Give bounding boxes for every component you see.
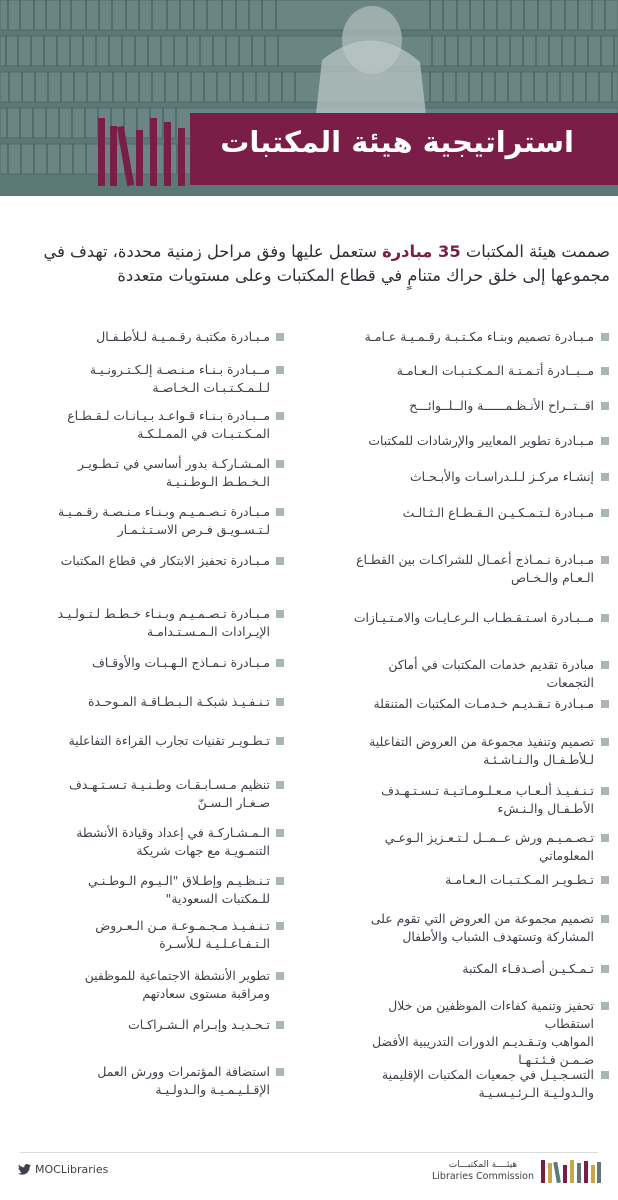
list-item: تـطـويـر المـكـتـبـات الـعـامـة: [324, 871, 594, 889]
square-bullet-icon: [276, 333, 284, 341]
list-item: مـبـادرة لـتـمـكـيـن الـقـطـاع الـثـالـث: [324, 504, 594, 522]
title-banner: [190, 113, 618, 185]
square-bullet-icon: [601, 367, 609, 375]
list-item: المـشـاركـة بدور أساسي في تـطـويـر الـخـطـط الـوطـنـيـة: [20, 455, 270, 491]
list-item: مــبــادرة أتـمـتـة الـمـكـتـبـات الـعـامـة: [324, 362, 594, 380]
page-title: استراتيجية هيئة المكتبات: [220, 125, 574, 159]
intro-text: ستعمل عليها وفق مراحل زمنية محددة، تهدف في: [43, 242, 383, 261]
square-bullet-icon: [601, 876, 609, 884]
list-item: مــبـادرة اسـتـقـطـاب الـرعـايـات والامـتـيـازات: [324, 609, 594, 627]
libraries-commission-logo-icon: [540, 1158, 602, 1184]
square-bullet-icon: [276, 698, 284, 706]
twitter-handle: MOCLibraries: [35, 1163, 109, 1176]
list-item: مـبـادرة تطوير المعايير والإرشادات للمكتبات: [324, 432, 594, 450]
square-bullet-icon: [276, 366, 284, 374]
list-item: تطوير الأنشطة الاجتماعية للموظفين ومراقبة مستوى سعادتهم: [20, 967, 270, 1003]
list-item: تـصـمـيـم ورش عــمــل لـتـعـزيز الـوعـي المعلوماتي: [324, 829, 594, 865]
square-bullet-icon: [601, 1071, 609, 1079]
list-item: مـبـادرة نـمـاذج أعمـال للشراكـات بين القطـاع الـعـام والـخـاص: [324, 551, 594, 587]
list-item: مـبـادرة نـمـاذج الـهـبـات والأوقـاف: [20, 654, 270, 672]
square-bullet-icon: [276, 922, 284, 930]
list-item: استضافة المؤتمرات وورش العمل الإقـلـيـمـيـة والـدولـيـة: [20, 1063, 270, 1099]
intro-paragraph: [20, 240, 610, 288]
square-bullet-icon: [276, 829, 284, 837]
square-bullet-icon: [601, 787, 609, 795]
square-bullet-icon: [601, 556, 609, 564]
list-item: تـمـكـيـن أصـدقـاء المكتبة: [324, 960, 594, 978]
intro-line-1: [20, 240, 610, 264]
list-item: تصميم مجموعة من العروض التي تقوم على المشاركة وتستهدف الشباب والأطفال: [324, 910, 594, 946]
list-item: تـنـفـيـذ مـجـمـوعـة مـن الـعـروض الـتـفـاعـلـيـة لـلأسـرة: [20, 917, 270, 953]
square-bullet-icon: [276, 508, 284, 516]
square-bullet-icon: [601, 333, 609, 341]
list-item: مبادرة تقديم خدمات المكتبات في أماكن التجمعات: [324, 656, 594, 692]
square-bullet-icon: [276, 737, 284, 745]
footer-divider: [20, 1152, 598, 1153]
list-item: التسـجـيـل في جمعيات المكتبات الإقليمية والـدولـيـة الـرئـيـسـيـة: [324, 1066, 594, 1102]
list-item: تـحـديـد وإبـرام الـشـراكـات: [20, 1016, 270, 1034]
square-bullet-icon: [601, 661, 609, 669]
list-item: تنظيم مـسـابـقـات وطـنـيـة تـسـتـهـدف صـغـار الـسـنّ: [20, 776, 270, 812]
list-item: مـبـادرة تحفيز الابتكار في قطاع المكتبات: [20, 552, 270, 570]
square-bullet-icon: [601, 965, 609, 973]
list-item: الـمـشـاركـة في إعداد وقيادة الأنشطة التنمـويـة مع جهات شريكة: [20, 824, 270, 860]
initiatives-count: 35 مبادرة: [382, 242, 461, 261]
square-bullet-icon: [601, 473, 609, 481]
square-bullet-icon: [601, 915, 609, 923]
twitter-bird-icon: [18, 1164, 31, 1175]
list-item: إنشـاء مركـز لـلـدراسـات والأبـحـاث: [324, 468, 594, 486]
logo-bars-icon: [96, 116, 196, 188]
square-bullet-icon: [601, 614, 609, 622]
list-item: مـبـادرة تـصـمـيـم وبـنـاء مـنـصـة رقـمـيـة لـتـسـويـق فـرص الاسـتـثـمـار: [20, 503, 270, 539]
brand-wordmark: [432, 1159, 534, 1183]
intro-line-2: مجموعها إلى خلق حراك متنامٍ في قطاع المكتبات وعلى مستويات متعددة: [117, 266, 610, 285]
square-bullet-icon: [601, 509, 609, 517]
square-bullet-icon: [276, 972, 284, 980]
square-bullet-icon: [276, 610, 284, 618]
square-bullet-icon: [276, 781, 284, 789]
list-item: تـطـويـر تقنيات تجارب القراءة التفاعلية: [20, 732, 270, 750]
square-bullet-icon: [601, 834, 609, 842]
square-bullet-icon: [601, 700, 609, 708]
square-bullet-icon: [276, 1068, 284, 1076]
list-item: تحفيز وتنمية كفاءات الموظفين من خلال استقطاب المواهب وتـقـديـم الدورات التدريبية الأفضل ضـمـن فـئـتـهـا: [324, 997, 594, 1069]
list-item: تـنـظـيـم وإطـلاق "الـيـوم الـوطـنـي للـمكتبات السعودية": [20, 872, 270, 908]
brand-name-english: Libraries Commission: [431, 1171, 534, 1182]
square-bullet-icon: [276, 1021, 284, 1029]
square-bullet-icon: [276, 460, 284, 468]
list-item: مـبـادرة تصميم وبنـاء مكـتـبـة رقـمـيـة عـامـة: [324, 328, 594, 346]
square-bullet-icon: [601, 437, 609, 445]
list-item: تصميم وتنفيذ مجموعة من العروض التفاعلية لـلأطـفـال والـنـاشـئـة: [324, 733, 594, 769]
list-item: تـنـفـيـذ ألـعـاب مـعـلـومـاتـيـة تـسـتـهـدف الأطـفـال والـنـشء: [324, 782, 594, 818]
list-item: اقــتــراح الأنـظـمــــــة والــلــوائـــح: [324, 397, 594, 415]
twitter-link[interactable]: [18, 1163, 108, 1176]
square-bullet-icon: [276, 659, 284, 667]
list-item: مـبـادرة مكتبـة رقـمـيـة لـلأطـفـال: [20, 328, 270, 346]
square-bullet-icon: [276, 877, 284, 885]
list-item: مـبـادرة تـصـمـيـم وبـنـاء خـطـط لـتـولـيـد الإيـرادات الـمـسـتـدامـة: [20, 605, 270, 641]
intro-text: صممت هيئة المكتبات: [460, 242, 610, 261]
square-bullet-icon: [601, 738, 609, 746]
square-bullet-icon: [276, 557, 284, 565]
list-item: تـنـفـيـذ شبكـة الـبـطـاقـة المـوحـدة: [20, 693, 270, 711]
list-item: مــبـادرة بـنـاء قـواعـد بـيـانـات لـقـطـاع المـكـتـبـات في الممـلـكـة: [20, 407, 270, 443]
brand-name-arabic: هيئــــة المكتبـــات: [448, 1160, 518, 1170]
square-bullet-icon: [276, 412, 284, 420]
hero-banner: [0, 0, 618, 196]
square-bullet-icon: [601, 402, 609, 410]
list-item: مــبـادرة بـنـاء مـنـصـة إلـكـتـرونـيـة لـلـمـكـتـبـات الـخـاصـة: [20, 361, 270, 397]
list-item: مـبـادرة تـقـديـم خـدمـات المكتبات المتنقلة: [324, 695, 594, 713]
square-bullet-icon: [601, 1002, 609, 1010]
footer-brand: [432, 1158, 602, 1184]
